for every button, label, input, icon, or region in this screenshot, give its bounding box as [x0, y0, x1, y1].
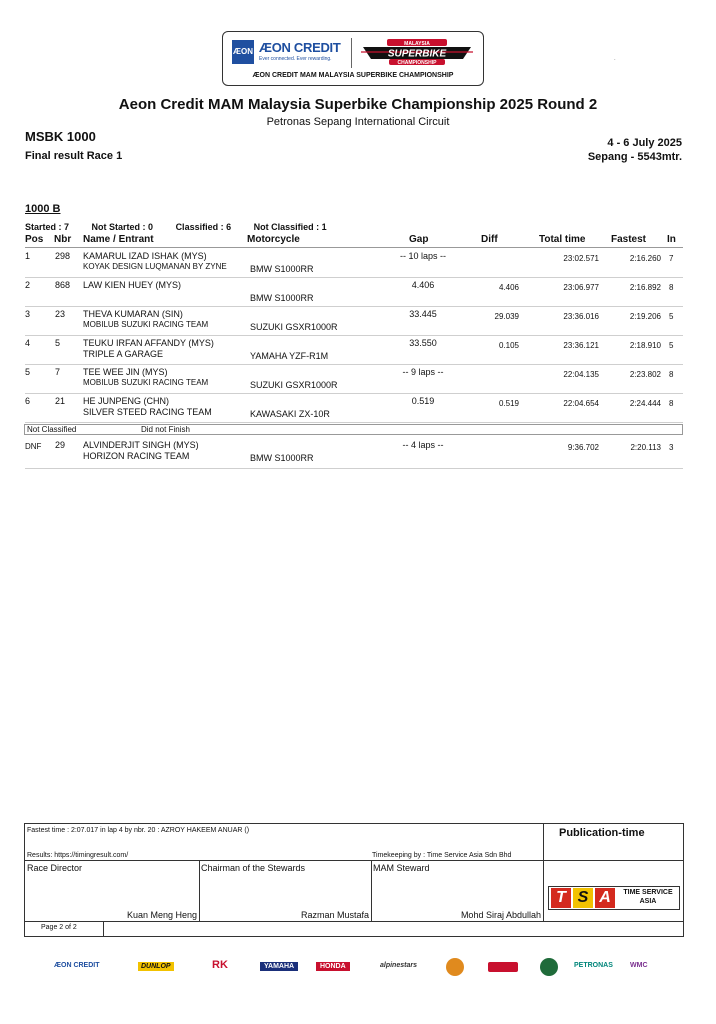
not-classified-label: Not Classified: [27, 425, 77, 434]
steward-name: Mohd Siraj Abdullah: [460, 910, 541, 920]
row-in: 7: [669, 254, 674, 263]
event-date: 4 - 6 July 2025: [607, 137, 682, 149]
row-diff: 29.039: [494, 312, 519, 321]
race-stats: [25, 222, 347, 232]
table-header: [25, 234, 683, 248]
tsa-letter-s: S: [573, 888, 593, 908]
steward-label: MAM Steward: [373, 863, 430, 873]
sponsor-honda-logo: HONDA: [316, 962, 350, 971]
group-title: 1000 B: [25, 203, 61, 215]
row-in: 5: [669, 341, 674, 350]
divider: [25, 921, 683, 922]
sponsor-dunlop-logo: DUNLOP: [138, 962, 174, 971]
row-team: MOBILUB SUZUKI RACING TEAM: [83, 320, 209, 329]
table-row: [25, 277, 683, 307]
col-total-time: Total time: [539, 234, 586, 245]
col-motorcycle: Motorcycle: [247, 234, 300, 245]
row-team: SILVER STEED RACING TEAM: [83, 407, 212, 417]
row-pos: 3: [25, 309, 31, 319]
row-motorcycle: BMW S1000RR: [250, 453, 314, 463]
row-diff: 0.105: [498, 341, 519, 350]
row-gap: -- 9 laps --: [402, 367, 444, 377]
class-name: MSBK 1000: [25, 129, 96, 144]
row-total: 23:36.121: [563, 341, 599, 350]
table-row: [25, 306, 683, 336]
col-diff: Diff: [481, 234, 498, 245]
did-not-finish-label: Did not Finish: [141, 425, 190, 434]
footer-box: [24, 823, 684, 937]
results-url: Results: https://timingresult.com/: [27, 852, 129, 859]
row-total: 23:36.016: [563, 312, 599, 321]
row-total: 23:02.571: [563, 254, 599, 263]
publication-time: Publication-time: [559, 827, 645, 839]
row-name: TEE WEE JIN (MYS): [83, 367, 168, 377]
fastest-time-note: Fastest time : 2:07.017 in lap 4 by nbr. 20 : AZROY HAKEEM ANUAR (): [27, 827, 250, 834]
row-gap: 33.550: [409, 338, 437, 348]
malaysia-superbike-logo: [359, 39, 475, 65]
stat-not-started: Not Started : 0: [91, 222, 154, 232]
row-fastest: 2:16.260: [629, 254, 661, 263]
divider: [543, 824, 544, 921]
sponsor-aeon-logo: ÆON CREDIT: [54, 962, 100, 969]
row-name: ALVINDERJIT SINGH (MYS): [83, 440, 199, 450]
aeon-logo-mark: ÆON: [232, 40, 254, 64]
row-fastest: 2:20.113: [630, 443, 661, 452]
result-title: Final result Race 1: [25, 150, 123, 162]
row-motorcycle: SUZUKI GSXR1000R: [250, 322, 338, 332]
row-in: 5: [669, 312, 674, 321]
row-diff: 0.519: [498, 399, 519, 408]
sponsor-round-logo: [446, 958, 464, 976]
table-row-dnf: [25, 437, 683, 469]
row-pos: 1: [25, 251, 31, 261]
row-nbr: 29: [55, 440, 66, 450]
page-number: Page 2 of 2: [41, 924, 77, 931]
row-name: TEUKU IRFAN AFFANDY (MYS): [83, 338, 214, 348]
corner-mark: .: [614, 56, 616, 62]
header-logo: [222, 31, 484, 86]
row-fastest: 2:19.206: [629, 312, 661, 321]
row-pos: DNF: [25, 442, 42, 451]
tsa-letter-t: T: [551, 888, 571, 908]
table-row: [25, 335, 683, 365]
divider: [199, 860, 200, 921]
row-motorcycle: SUZUKI GSXR1000R: [250, 380, 338, 390]
race-director-name: Kuan Meng Heng: [126, 910, 197, 920]
row-gap: 4.406: [411, 280, 435, 290]
venue: Petronas Sepang International Circuit: [266, 116, 450, 128]
tsa-logo: [548, 886, 680, 910]
table-row: [25, 248, 683, 278]
divider: [103, 921, 104, 936]
sponsor-emblem-logo: [540, 958, 558, 976]
row-fastest: 2:23.802: [629, 370, 661, 379]
sponsor-alpinestars-logo: alpinestars: [380, 962, 417, 969]
row-name: KAMARUL IZAD ISHAK (MYS): [83, 251, 207, 261]
tsa-letter-a: A: [595, 888, 615, 908]
row-nbr: 5: [55, 338, 61, 348]
chairman-label: Chairman of the Stewards: [201, 863, 306, 873]
stat-started: Started : 7: [25, 222, 70, 232]
row-team: MOBILUB SUZUKI RACING TEAM: [83, 378, 209, 387]
row-nbr: 23: [55, 309, 66, 319]
page-title: Aeon Credit MAM Malaysia Superbike Championship 2025 Round 2: [118, 96, 598, 113]
aeon-credit-wordmark: ÆON CREDIT: [259, 40, 341, 55]
row-nbr: 298: [55, 251, 71, 261]
row-pos: 6: [25, 396, 31, 406]
tsa-text-1: TIME SERVICE: [623, 889, 673, 896]
divider: [371, 860, 372, 921]
row-team: TRIPLE A GARAGE: [83, 349, 164, 359]
row-team: HORIZON RACING TEAM: [83, 451, 190, 461]
row-nbr: 868: [55, 280, 71, 290]
row-diff: 4.406: [498, 283, 519, 292]
col-in: In: [667, 234, 676, 245]
row-motorcycle: BMW S1000RR: [250, 264, 314, 274]
row-total: 9:36.702: [567, 443, 599, 452]
col-nbr: Nbr: [54, 234, 72, 245]
row-nbr: 7: [55, 367, 61, 377]
divider: [25, 860, 683, 861]
row-motorcycle: YAMAHA YZF-R1M: [250, 351, 329, 361]
row-in: 3: [669, 443, 674, 452]
row-nbr: 21: [55, 396, 66, 406]
sponsor-yamaha-logo: YAMAHA: [260, 962, 298, 971]
sponsor-red-logo: [488, 962, 518, 972]
row-name: THEVA KUMARAN (SIN): [83, 309, 183, 319]
row-pos: 2: [25, 280, 31, 290]
row-total: 22:04.135: [563, 370, 599, 379]
logo-divider: [351, 38, 352, 68]
col-gap: Gap: [409, 234, 429, 245]
timekeeping-note: Timekeeping by : Time Service Asia Sdn Bhd: [372, 852, 512, 859]
row-pos: 4: [25, 338, 31, 348]
row-fastest: 2:24.444: [629, 399, 661, 408]
stat-not-classified: Not Classified : 1: [253, 222, 327, 232]
col-name: Name / Entrant: [83, 234, 154, 245]
sponsor-rk-logo: RK: [212, 959, 228, 971]
sponsor-wmc-logo: WMC: [630, 962, 648, 969]
chairman-name: Razman Mustafa: [300, 910, 369, 920]
aeon-tagline: Ever connected. Ever rewarding.: [259, 56, 332, 62]
col-pos: Pos: [25, 234, 44, 245]
col-fastest: Fastest: [611, 234, 647, 245]
row-fastest: 2:16.892: [629, 283, 661, 292]
not-classified-bar: [24, 424, 683, 435]
row-gap: 33.445: [409, 309, 437, 319]
row-name: LAW KIEN HUEY (MYS): [83, 280, 182, 290]
row-motorcycle: BMW S1000RR: [250, 293, 314, 303]
row-team: KOYAK DESIGN LUQMANAN BY ZYNE: [83, 262, 227, 271]
row-gap: 0.519: [411, 396, 435, 406]
tsa-text-2: ASIA: [639, 898, 657, 905]
logo-caption: ÆON CREDIT MAM MALAYSIA SUPERBIKE CHAMPIONSHIP: [252, 72, 454, 79]
row-gap: -- 10 laps --: [399, 251, 446, 261]
row-gap: -- 4 laps --: [402, 440, 444, 450]
row-in: 8: [669, 399, 674, 408]
row-motorcycle: KAWASAKI ZX-10R: [250, 409, 330, 419]
msb-bottom-text: CHAMPIONSHIP: [397, 60, 437, 65]
sponsor-strip: [50, 958, 670, 982]
race-director-label: Race Director: [27, 863, 83, 873]
stat-classified: Classified : 6: [175, 222, 232, 232]
row-in: 8: [669, 283, 674, 292]
table-row: [25, 393, 683, 423]
row-fastest: 2:18.910: [629, 341, 661, 350]
msb-top-text: MALAYSIA: [404, 41, 430, 47]
row-total: 22:04.654: [563, 399, 599, 408]
row-name: HE JUNPENG (CHN): [83, 396, 170, 406]
msb-mid-text: SUPERBIKE: [387, 48, 447, 60]
row-pos: 5: [25, 367, 31, 377]
row-total: 23:06.977: [563, 283, 599, 292]
row-in: 8: [669, 370, 674, 379]
table-row: [25, 364, 683, 394]
sponsor-petronas-logo: PETRONAS: [574, 962, 613, 969]
circuit-length: Sepang - 5543mtr.: [587, 151, 682, 163]
